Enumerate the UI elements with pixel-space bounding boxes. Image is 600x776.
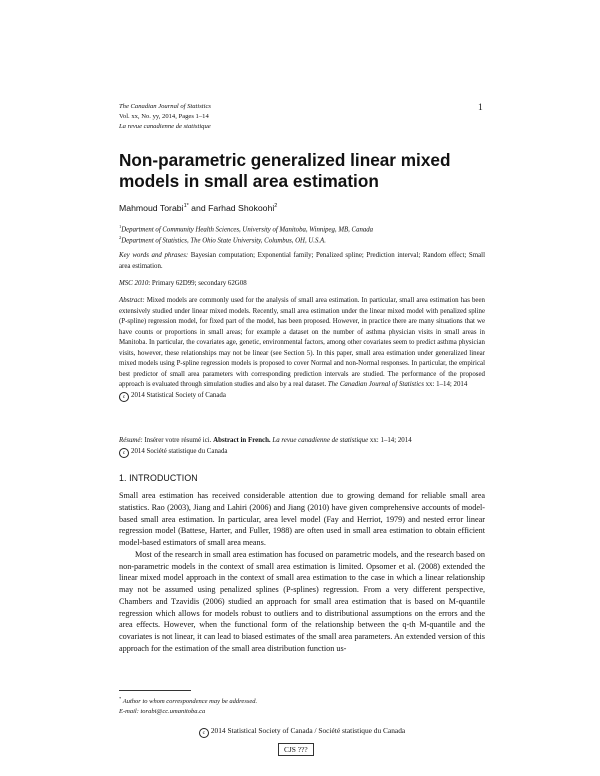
- copyright-icon: c: [119, 392, 129, 402]
- resume-bold: Abstract in French.: [213, 437, 271, 444]
- msc-label: MSC 2010: [119, 280, 149, 287]
- footnote-marker: *: [119, 696, 122, 701]
- paragraph: Most of the research in small area estimation has focused on parametric models, and the research based on non-parametric models in the context of small area estimation is limited. Opsomer et al. (2008) extended the linear mixed model approach in the context of small area estimation to the case in which a linear relationship may not be assumed using penalized splines (P-splines) regression. From a very different perspective, Chambers and Tzavidis (2006) studied an approach for small area estimation that is based on M-quantile regression which allows for models robust to outliers and to distributional assumptions on the errors and the area effects. However, when the functional form of the relationship between the q-th M-quantile and the covariates is not linear, it can lead to biased estimates of the small area parameters. An extended version of this approach for the estimation of the small area distribution function us-: [119, 549, 485, 653]
- copyright-icon: c: [119, 448, 129, 458]
- footnote-correspondence: [119, 694, 257, 707]
- body-text: [119, 490, 485, 655]
- keywords-label: Key words and phrases:: [119, 252, 189, 259]
- affiliation-2: [119, 233, 326, 246]
- abstract-label: Abstract:: [119, 297, 145, 304]
- cjs-badge: CJS ???: [278, 743, 314, 756]
- author-separator: and: [188, 203, 209, 213]
- author-marker: 2: [274, 203, 278, 210]
- journal-header: [119, 102, 211, 132]
- author-name: Farhad Shokoohi: [208, 203, 275, 213]
- resume-journal-ref: La revue canadienne de statistique: [272, 437, 369, 444]
- abstract-journal-ref: The Canadian Journal of Statistics: [327, 381, 424, 389]
- journal-name: The Canadian Journal of Statistics: [119, 103, 211, 110]
- abstract-journal-ref-tail: xx: 1–14; 2014: [423, 381, 468, 389]
- page-footer: [119, 726, 485, 738]
- resume-label: Résumé:: [119, 437, 143, 444]
- msc-classification: [119, 280, 247, 287]
- affiliation-number: 2: [119, 235, 122, 240]
- journal-french-name: La revue canadienne de statistique: [119, 123, 211, 130]
- affiliation-number: 1: [119, 224, 122, 229]
- resume-copyright: 2014 Société statistique du Canada: [131, 447, 228, 455]
- section-heading: 1. INTRODUCTION: [119, 473, 198, 483]
- footer-copyright: 2014 Statistical Society of Canada / Société statistique du Canada: [210, 726, 406, 735]
- abstract: [119, 296, 485, 402]
- paragraph: Small area estimation has received considerable attention due to growing demand for reliable small area statistics. Rao (2003), Jiang and Lahiri (2006) and Jiang (2010) have given comprehensive accounts of model-based small area estimation. In particular, area level model (Fay and Herriot, 1979) and nested error linear regression model (Battese, Harter, and Fuller, 1988) are often used in small area estimation to obtain efficient model-based estimators of small area means.: [119, 491, 485, 547]
- author-list: [119, 203, 277, 213]
- footnotes: [119, 694, 257, 716]
- page-number: 1: [478, 103, 483, 113]
- footnote-text: Author to whom correspondence may be addressed.: [122, 698, 258, 706]
- resume: [119, 436, 485, 458]
- resume-journal-ref-tail: xx: 1–14; 2014: [368, 437, 412, 444]
- keywords-text: Bayesian computation; Exponential family; Penalized spline; Prediction interval; Random effect; Small area estimation.: [119, 252, 485, 270]
- paper-title: Non-parametric generalized linear mixed models in small area estimation: [119, 150, 451, 191]
- footnote-email: E-mail: torabi@cc.umanitoba.ca: [119, 707, 206, 715]
- author-marker: 1*: [183, 203, 189, 210]
- footnote-rule: [119, 690, 191, 691]
- abstract-copyright: 2014 Statistical Society of Canada: [131, 391, 226, 399]
- keywords: [119, 251, 485, 272]
- affiliation-text: Department of Statistics, The Ohio State University, Columbus, OH, U.S.A.: [121, 237, 326, 245]
- affiliation-text: Department of Community Health Sciences, University of Manitoba, Winnipeg, MB, Canada: [121, 226, 374, 234]
- author-name: Mahmoud Torabi: [119, 203, 184, 213]
- journal-volume: Vol. xx, No. yy, 2014, Pages 1–14: [119, 113, 209, 120]
- msc-text: : Primary 62D99; secondary 62G08: [148, 280, 247, 287]
- copyright-icon: c: [199, 728, 209, 738]
- abstract-text: Mixed models are commonly used for the analysis of small area estimation. In particular, small area estimation has been extensively studied under linear mixed models. Recently, small area estimation under the linear mixed model with penalized spline (P-spline) regression model, for fixed part of the model, has been proposed. However, in practice there are many situations that we have counts or proportions in small areas; for example a dataset on the number of asthma physician visits in small areas in Manitoba. In particular, the covariates age, genetic, environmental factors, among other covariates seem to predict asthma physician visits, however, these relationships may not be linear (see Section 5). In this paper, small area estimation under generalized linear mixed models using P-spline regression models is proposed to cover Normal and non-Normal responses. In particular, the empirical best predictor of small area parameters with corresponding prediction intervals are studied. The performance of the proposed approach is evaluated through simulation studies and also by a real dataset.: [119, 297, 485, 389]
- resume-text: Insérer votre résumé ici.: [142, 437, 214, 444]
